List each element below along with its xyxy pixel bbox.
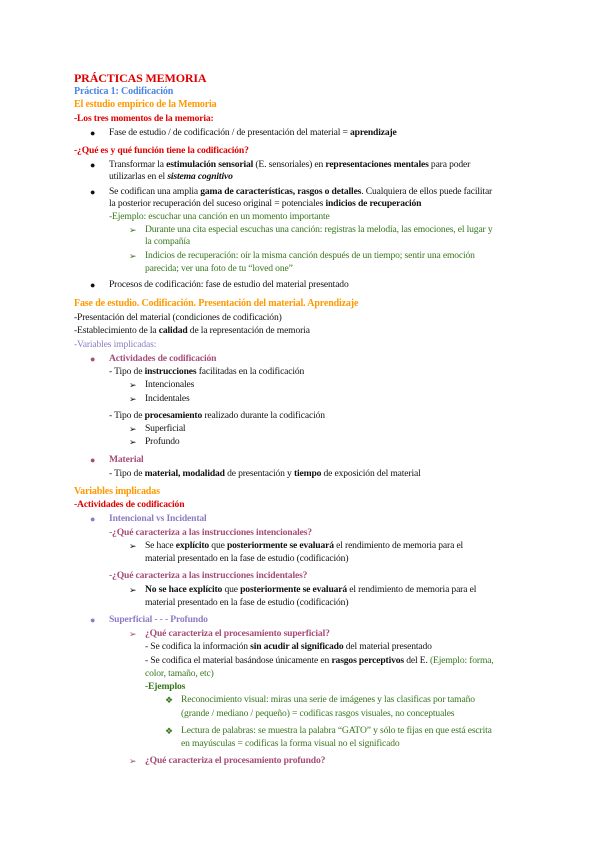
bullet-icon: ● bbox=[90, 514, 96, 524]
example-visual-line2: (grande / mediano / pequeño) = codificas rasgos visuales, no conceptuales bbox=[181, 708, 455, 719]
bullet-icon: ● bbox=[90, 160, 96, 170]
tipo-material-line: - Tipo de material, modalidad de presentación y tiempo de exposición del material bbox=[109, 468, 421, 479]
bullet-icon: ● bbox=[90, 280, 96, 290]
instr-item: Intencionales bbox=[145, 379, 195, 390]
tipo-instrucciones-line: - Tipo de instrucciones facilitadas en la codificación bbox=[109, 366, 305, 377]
bullet-icon: ● bbox=[90, 455, 96, 465]
ejemplo-item-1-line1: Durante una cita especial escuchas una canción: registras la melodía, las emociones, el lugar y bbox=[145, 224, 493, 235]
actividades-heading: -Actividades de codificación bbox=[74, 499, 185, 510]
arrow-icon: ➢ bbox=[129, 756, 137, 766]
fase-estudio-item: Fase de estudio / de codificación / de presentación del material = aprendizaje bbox=[109, 127, 397, 138]
document-title: PRÁCTICAS MEMORIA bbox=[74, 71, 207, 85]
answer-incidentales-line1: No se hace explícito que posteriormente se evaluará el rendimiento de memoria para el bbox=[145, 584, 477, 595]
arrow-icon: ➢ bbox=[129, 585, 137, 595]
material-label: Material bbox=[109, 454, 144, 465]
answer-intencionales-line2: material presentado en la fase de estudio (codificación) bbox=[145, 553, 349, 564]
arrow-icon: ➢ bbox=[129, 424, 137, 434]
proc-item: Superficial bbox=[145, 423, 186, 434]
example-lectura-line2: en mayúsculas = codificas la forma visual no el significado bbox=[181, 738, 400, 749]
bullet-icon: ● bbox=[90, 615, 96, 625]
section-heading-estudio-empirico: El estudio empírico de la Memoria bbox=[74, 99, 217, 110]
arrow-icon: ➢ bbox=[129, 437, 137, 447]
procesos-item: Procesos de codificación: fase de estudio del material presentado bbox=[109, 279, 349, 290]
bullet-transformar-line1: Transformar la estimulación sensorial (E. sensoriales) en representaciones mentales para poder bbox=[109, 159, 471, 170]
section-heading-fase-estudio: Fase de estudio. Codificación. Presentación del material. Aprendizaje bbox=[74, 298, 359, 309]
proc-item: Profundo bbox=[145, 436, 180, 447]
bullet-gama-line2: la posterior recuperación del suceso original = potenciales indicios de recuperación bbox=[109, 198, 422, 209]
presentacion-line: -Presentación del material (condiciones de codificación) bbox=[74, 312, 282, 323]
section-heading-variables: Variables implicadas bbox=[74, 486, 160, 497]
q-profundo: ¿Qué caracteriza el procesamiento profundo? bbox=[145, 755, 326, 766]
ejemplo-label: -Ejemplo: escuchar una canción en un momento importante bbox=[109, 211, 330, 222]
superficial-profundo-label: Superficial - - - Profundo bbox=[109, 614, 208, 625]
arrow-icon: ➢ bbox=[129, 251, 137, 261]
q-intencionales: -¿Qué caracteriza a las instrucciones intencionales? bbox=[109, 527, 312, 538]
bullet-icon: ● bbox=[90, 128, 96, 138]
diamond-icon: ❖ bbox=[165, 726, 174, 736]
tipo-procesamiento-line: - Tipo de procesamiento realizado durante la codificación bbox=[109, 410, 325, 421]
bullet-gama-line1: Se codifican una amplia gama de características, rasgos o detalles. Cualquiera de ellos puede facilitar bbox=[109, 186, 493, 197]
superficial-line2: - Se codifica el material basándose únicamente en rasgos perceptivos del E. (Ejemplo: forma, bbox=[145, 655, 494, 666]
variables-implicadas-label: -Variables implicadas: bbox=[74, 339, 157, 350]
ejemplo-item-2-line1: Indicios de recuperación: oír la misma canción después de un tiempo; sentir una emoción bbox=[145, 250, 475, 261]
superficial-line1: - Se codifica la información sin acudir al significado del material presentado bbox=[145, 641, 432, 652]
example-lectura-line1: Lectura de palabras: se muestra la palabra “GATO” y sólo te fijas en que está escrita bbox=[181, 725, 492, 736]
actividades-codificacion-label: Actividades de codificación bbox=[109, 353, 217, 364]
arrow-icon: ➢ bbox=[129, 380, 137, 390]
practica-heading: Práctica 1: Codificación bbox=[74, 86, 174, 97]
superficial-line2-cont: color, tamaño, etc) bbox=[145, 668, 214, 679]
example-visual-line1: Reconocimiento visual: miras una serie de imágenes y las clasificas por tamaño bbox=[181, 694, 475, 705]
bullet-icon: ● bbox=[90, 187, 96, 197]
tres-momentos-heading: -Los tres momentos de la memoria: bbox=[74, 113, 214, 124]
que-es-heading: -¿Qué es y qué función tiene la codificación? bbox=[74, 145, 249, 156]
bullet-transformar-line2: utilizarlas en el sistema cognitivo bbox=[109, 171, 233, 182]
diamond-icon: ❖ bbox=[165, 695, 174, 705]
ejemplos-label: -Ejemplos bbox=[145, 681, 186, 692]
arrow-icon: ➢ bbox=[129, 541, 137, 551]
answer-incidentales-line2: material presentado en la fase de estudio (codificación) bbox=[145, 597, 349, 608]
q-incidentales: -¿Qué caracteriza a las instrucciones incidentales? bbox=[109, 570, 308, 581]
instr-item: Incidentales bbox=[145, 393, 190, 404]
ejemplo-item-1-line2: la compañía bbox=[145, 236, 190, 247]
establecimiento-line: -Establecimiento de la calidad de la representación de memoria bbox=[74, 325, 310, 336]
intencional-vs-incidental-label: Intencional vs Incidental bbox=[109, 513, 207, 524]
q-superficial: ¿Qué caracteriza el procesamiento superficial? bbox=[145, 628, 330, 639]
bullet-icon: ● bbox=[90, 354, 96, 364]
arrow-icon: ➢ bbox=[129, 629, 137, 639]
arrow-icon: ➢ bbox=[129, 394, 137, 404]
ejemplo-item-2-line2: parecida; ver una foto de tu “loved one” bbox=[145, 263, 293, 274]
arrow-icon: ➢ bbox=[129, 225, 137, 235]
answer-intencionales-line1: Se hace explícito que posteriormente se evaluará el rendimiento de memoria para el bbox=[145, 540, 464, 551]
